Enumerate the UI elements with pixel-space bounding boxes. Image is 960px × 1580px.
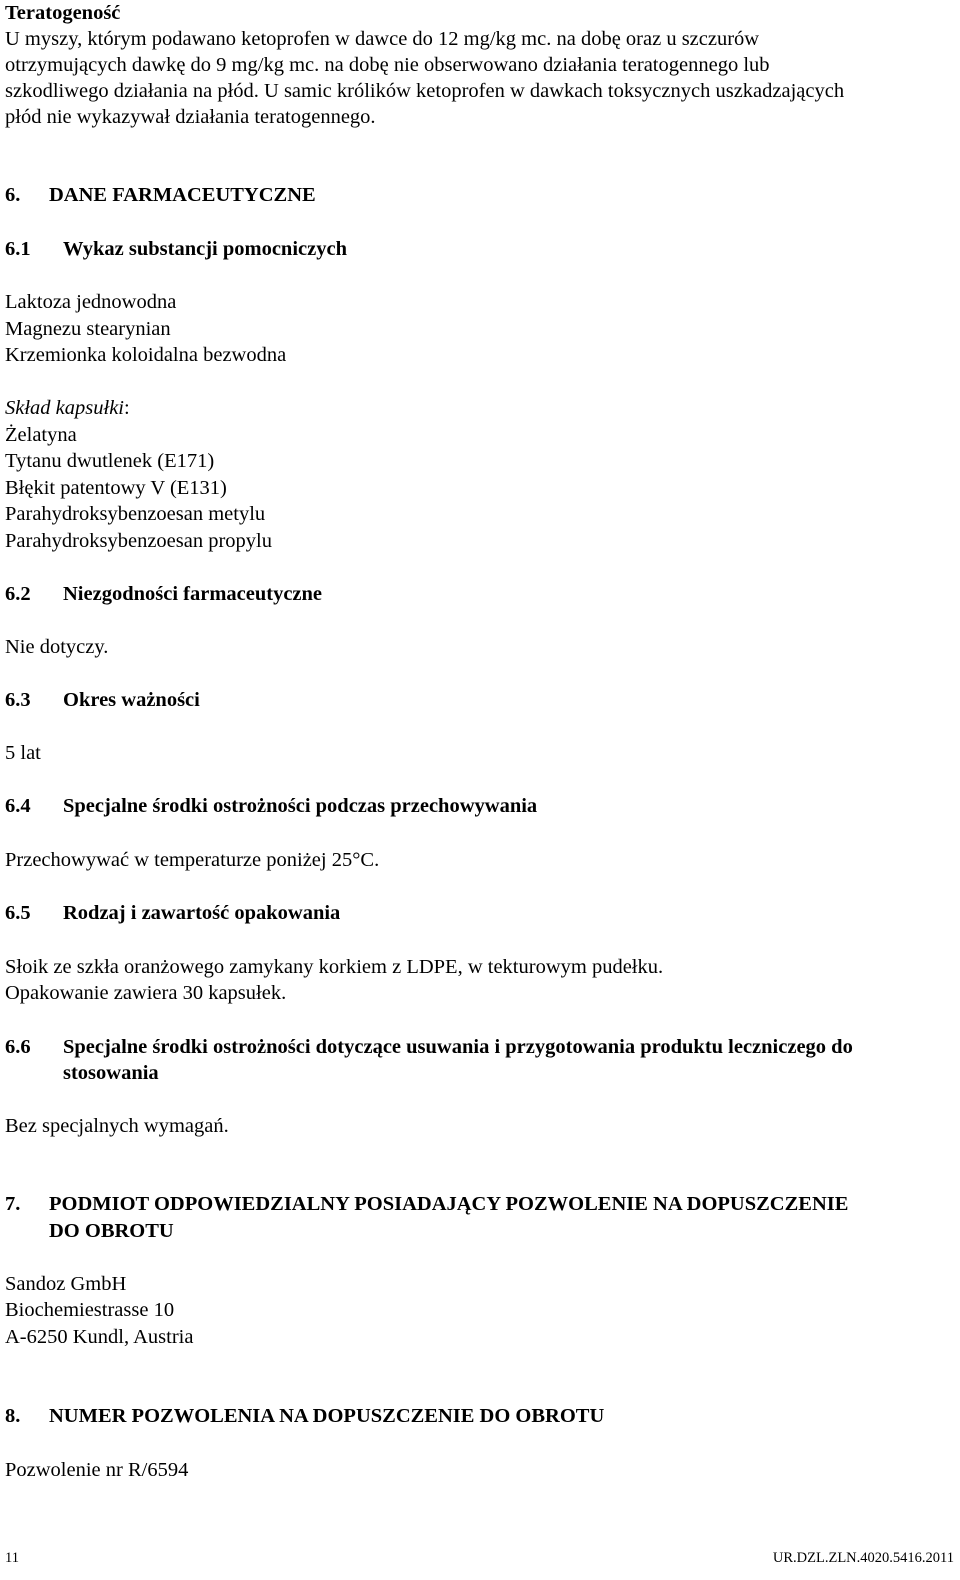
- subsection-number: 6.3: [5, 689, 31, 711]
- capsule-item: Parahydroksybenzoesan propylu: [5, 530, 273, 552]
- subsection-number: 6.1: [5, 238, 31, 260]
- subsection-6-5-heading: [5, 900, 340, 927]
- capsule-label-colon: :: [124, 397, 130, 419]
- section-6-heading: [5, 182, 316, 209]
- subsection-6-6-heading: [5, 1034, 853, 1061]
- subsection-number: 6.5: [5, 902, 31, 924]
- subsection-number: 6.4: [5, 795, 31, 817]
- teratogenicity-heading: Teratogeność: [5, 2, 121, 24]
- subsection-text: Słoik ze szkła oranżowego zamykany korkiem z LDPE, w tekturowym pudełku.: [5, 956, 664, 978]
- subsection-text: Opakowanie zawiera 30 kapsułek.: [5, 982, 287, 1004]
- section-number: 8.: [5, 1405, 21, 1427]
- subsection-text: 5 lat: [5, 742, 41, 764]
- subsection-number: 6.6: [5, 1036, 31, 1058]
- subsection-title: Rodzaj i zawartość opakowania: [63, 902, 341, 924]
- section-7-heading: [5, 1191, 848, 1218]
- address-line: A-6250 Kundl, Austria: [5, 1326, 194, 1348]
- subsection-title: Specjalne środki ostrożności dotyczące usuwania i przygotowania produktu leczniczego do: [63, 1036, 853, 1058]
- subsection-text: Przechowywać w temperaturze poniżej 25°C.: [5, 849, 380, 871]
- section-title: DANE FARMACEUTYCZNE: [49, 184, 316, 206]
- excipient-item: Magnezu stearynian: [5, 318, 171, 340]
- subsection-title: Wykaz substancji pomocniczych: [63, 238, 347, 260]
- capsule-item: Tytanu dwutlenek (E171): [5, 450, 215, 472]
- subsection-number: 6.2: [5, 583, 31, 605]
- subsection-title: Niezgodności farmaceutyczne: [63, 583, 323, 605]
- capsule-item: Błękit patentowy V (E131): [5, 477, 227, 499]
- capsule-item: Żelatyna: [5, 424, 77, 446]
- section-8-heading: [5, 1403, 604, 1430]
- document-code: UR.DZL.ZLN.4020.5416.2011: [772, 1550, 954, 1566]
- address-line: Biochemiestrasse 10: [5, 1299, 175, 1321]
- excipient-item: Laktoza jednowodna: [5, 291, 177, 313]
- capsule-item: Parahydroksybenzoesan metylu: [5, 503, 266, 525]
- section-title-continuation: DO OBROTU: [49, 1220, 174, 1242]
- subsection-title: Okres ważności: [63, 689, 200, 711]
- paragraph-line: otrzymujących dawkę do 9 mg/kg mc. na dobę nie obserwowano działania teratogennego lub: [5, 54, 770, 76]
- paragraph-line: szkodliwego działania na płód. U samic królików ketoprofen w dawkach toksycznych uszkadzających: [5, 80, 845, 102]
- address-line: Sandoz GmbH: [5, 1273, 127, 1295]
- subsection-6-1-heading: [5, 236, 347, 263]
- capsule-composition-label: [5, 395, 130, 422]
- excipient-item: Krzemionka koloidalna bezwodna: [5, 344, 287, 366]
- section-title: NUMER POZWOLENIA NA DOPUSZCZENIE DO OBROTU: [49, 1405, 605, 1427]
- paragraph-line: płód nie wykazywał działania teratogennego.: [5, 106, 376, 128]
- permit-number: Pozwolenie nr R/6594: [5, 1459, 189, 1481]
- section-number: 7.: [5, 1193, 21, 1215]
- subsection-text: Bez specjalnych wymagań.: [5, 1115, 229, 1137]
- subsection-6-4-heading: [5, 793, 537, 820]
- subsection-6-3-heading: [5, 687, 200, 714]
- capsule-label-text: Skład kapsułki: [5, 397, 124, 419]
- page-number: 11: [5, 1550, 19, 1566]
- section-number: 6.: [5, 184, 21, 206]
- subsection-text: Nie dotyczy.: [5, 636, 109, 658]
- subsection-title: Specjalne środki ostrożności podczas przechowywania: [63, 795, 538, 817]
- paragraph-line: U myszy, którym podawano ketoprofen w dawce do 12 mg/kg mc. na dobę oraz u szczurów: [5, 28, 760, 50]
- subsection-title-continuation: stosowania: [63, 1062, 159, 1084]
- subsection-6-2-heading: [5, 581, 322, 608]
- section-title: PODMIOT ODPOWIEDZIALNY POSIADAJĄCY POZWOLENIE NA DOPUSZCZENIE: [49, 1193, 849, 1215]
